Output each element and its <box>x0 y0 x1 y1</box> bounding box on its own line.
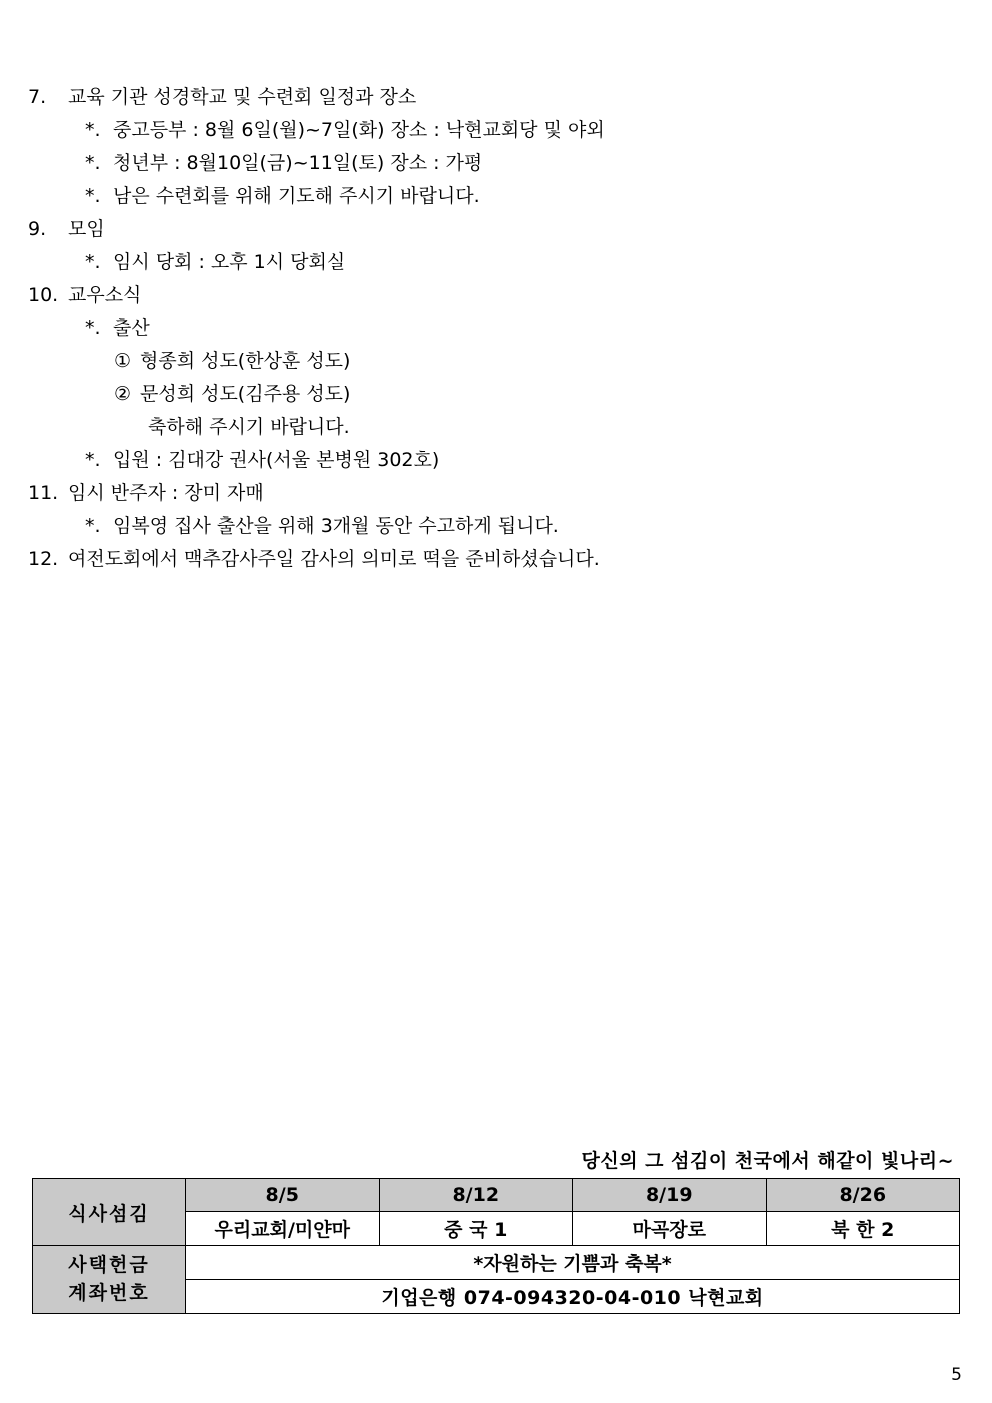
bullet-marker: *. <box>85 119 101 141</box>
item-text: 임시 당회 : 오후 1시 당회실 <box>113 251 346 273</box>
bullet-marker: *. <box>85 449 101 471</box>
bullet-marker: *. <box>85 317 101 339</box>
item-text: 여전도회에서 맥추감사주일 감사의 의미로 떡을 준비하셨습니다. <box>68 548 600 570</box>
list-item <box>28 286 952 305</box>
date-header: 8/5 <box>186 1179 380 1212</box>
item-text: 모임 <box>68 218 105 240</box>
account-label <box>33 1246 186 1314</box>
item-text: 교우소식 <box>68 284 142 306</box>
item-text: 문성희 성도(김주용 성도) <box>140 383 351 405</box>
list-item <box>28 319 952 338</box>
list-item <box>28 121 952 140</box>
item-text: 임시 반주자 : 장미 자매 <box>68 482 264 504</box>
bullet-marker: *. <box>85 185 101 207</box>
meal-service-table <box>32 1178 960 1314</box>
list-item <box>28 517 952 536</box>
list-item <box>28 352 952 371</box>
item-text: 남은 수련회를 위해 기도해 주시기 바랍니다. <box>113 185 480 207</box>
list-item <box>28 220 952 239</box>
list-item <box>28 484 952 503</box>
bullet-marker: *. <box>85 515 101 537</box>
list-item <box>28 154 952 173</box>
announcement-list <box>28 88 952 569</box>
bullet-marker: *. <box>85 251 101 273</box>
circled-number-marker: ② <box>114 383 132 405</box>
table-row <box>33 1246 960 1280</box>
list-item <box>28 451 952 470</box>
circled-number-marker: ① <box>114 350 132 372</box>
date-header: 8/26 <box>766 1179 960 1212</box>
list-item <box>28 550 952 569</box>
date-header: 8/19 <box>573 1179 767 1212</box>
team-cell: 중 국 1 <box>379 1212 573 1246</box>
account-number: 기업은행 074-094320-04-010 낙현교회 <box>186 1280 960 1314</box>
offering-note: *자원하는 기쁨과 축복* <box>186 1246 960 1280</box>
item-text: 입원 : 김대강 권사(서울 본병원 302호) <box>113 449 440 471</box>
item-text: 교육 기관 성경학교 및 수련회 일정과 장소 <box>68 86 417 108</box>
account-label-line2: 계좌번호 <box>68 1281 150 1304</box>
item-number: 9. <box>28 218 47 240</box>
item-text: 출산 <box>113 317 150 339</box>
bullet-marker: *. <box>85 152 101 174</box>
account-label-line1: 사택헌금 <box>68 1253 150 1276</box>
item-text: 청년부 : 8월10일(금)~11일(토) 장소 : 가평 <box>113 152 483 174</box>
list-item <box>28 418 952 437</box>
team-cell: 우리교회/미얀마 <box>186 1212 380 1246</box>
meal-service-section <box>32 1146 960 1314</box>
item-text: 축하해 주시기 바랍니다. <box>148 416 350 438</box>
item-number: 11. <box>28 482 59 504</box>
tagline-text: 당신의 그 섬김이 천국에서 해같이 빛나리~ <box>581 1150 954 1172</box>
table-row <box>33 1179 960 1212</box>
item-text: 형종희 성도(한상훈 성도) <box>140 350 351 372</box>
date-header: 8/12 <box>379 1179 573 1212</box>
list-item <box>28 385 952 404</box>
team-cell: 북 한 2 <box>766 1212 960 1246</box>
list-item <box>28 253 952 272</box>
item-number: 7. <box>28 86 47 108</box>
list-item <box>28 187 952 206</box>
team-cell: 마곡장로 <box>573 1212 767 1246</box>
item-number: 12. <box>28 548 59 570</box>
list-item <box>28 88 952 107</box>
page-number: 5 <box>951 1365 962 1385</box>
item-number: 10. <box>28 284 59 306</box>
meal-service-label: 식사섬김 <box>33 1179 186 1246</box>
item-text: 중고등부 : 8월 6일(월)~7일(화) 장소 : 낙현교회당 및 야외 <box>113 119 605 141</box>
item-text: 임복영 집사 출산을 위해 3개월 동안 수고하게 됩니다. <box>113 515 559 537</box>
